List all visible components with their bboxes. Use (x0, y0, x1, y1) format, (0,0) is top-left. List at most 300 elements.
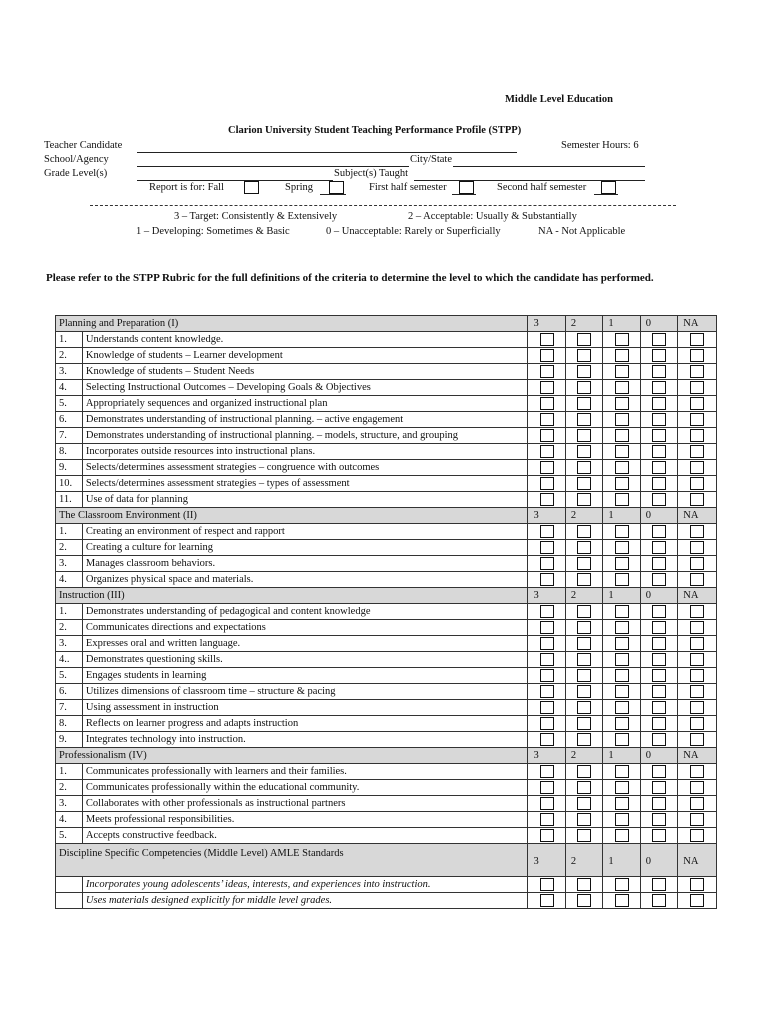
score-cell (528, 556, 565, 572)
score-cell (565, 828, 602, 844)
score-cell (678, 636, 717, 652)
score-checkbox-na[interactable] (690, 541, 704, 554)
score-cell (640, 348, 677, 364)
score-checkbox-0[interactable] (652, 685, 666, 698)
fall-checkbox[interactable] (244, 181, 259, 194)
score-checkbox-1[interactable] (615, 797, 629, 810)
city-state-label: City/State (410, 154, 452, 165)
score-header-2: 2 (565, 316, 602, 332)
score-checkbox-3[interactable] (540, 573, 554, 586)
score-cell (603, 364, 640, 380)
score-checkbox-0[interactable] (652, 557, 666, 570)
score-cell (678, 620, 717, 636)
score-cell (678, 668, 717, 684)
score-cell (640, 684, 677, 700)
score-cell (565, 572, 602, 588)
score-checkbox-3[interactable] (540, 813, 554, 826)
score-checkbox-3[interactable] (540, 429, 554, 442)
criterion-row (56, 732, 717, 748)
score-cell (528, 348, 565, 364)
criterion-text: Communicates professionally with learners and their families. (82, 764, 528, 780)
score-header-1: 1 (603, 508, 640, 524)
criterion-number: 7. (56, 700, 83, 716)
score-cell (640, 668, 677, 684)
criterion-text: Demonstrates understanding of instructional planning. – active engagement (82, 412, 528, 428)
criterion-number: 8. (56, 444, 83, 460)
score-cell (678, 380, 717, 396)
score-checkbox-3[interactable] (540, 541, 554, 554)
score-header-na: NA (678, 588, 717, 604)
criterion-text: Appropriately sequences and organized instructional plan (82, 396, 528, 412)
score-checkbox-0[interactable] (652, 429, 666, 442)
score-header-na: NA (678, 748, 717, 764)
score-checkbox-na[interactable] (690, 557, 704, 570)
spring-label: Spring (285, 182, 314, 193)
score-cell (603, 540, 640, 556)
score-cell (603, 396, 640, 412)
score-checkbox-3[interactable] (540, 829, 554, 842)
score-checkbox-na[interactable] (690, 733, 704, 746)
score-cell (640, 652, 677, 668)
score-cell (678, 764, 717, 780)
score-cell (565, 684, 602, 700)
score-cell (565, 796, 602, 812)
score-cell (678, 732, 717, 748)
score-checkbox-1[interactable] (615, 445, 629, 458)
score-checkbox-na[interactable] (690, 461, 704, 474)
score-checkbox-2[interactable] (577, 781, 591, 794)
score-checkbox-3[interactable] (540, 493, 554, 506)
score-checkbox-na[interactable] (690, 685, 704, 698)
score-cell (640, 364, 677, 380)
score-checkbox-2[interactable] (577, 429, 591, 442)
score-checkbox-na[interactable] (690, 333, 704, 346)
criterion-row (56, 700, 717, 716)
score-checkbox-0[interactable] (652, 381, 666, 394)
score-checkbox-2[interactable] (577, 541, 591, 554)
score-cell (565, 348, 602, 364)
criterion-row (56, 780, 717, 796)
criterion-row (56, 620, 717, 636)
score-cell (603, 412, 640, 428)
score-checkbox-na[interactable] (690, 397, 704, 410)
score-cell (565, 444, 602, 460)
criterion-text: Utilizes dimensions of classroom time – structure & pacing (82, 684, 528, 700)
score-cell (528, 332, 565, 348)
score-cell (640, 396, 677, 412)
score-header-1: 1 (603, 588, 640, 604)
score-checkbox-1[interactable] (615, 461, 629, 474)
score-checkbox-na[interactable] (690, 878, 704, 891)
score-checkbox-2[interactable] (577, 525, 591, 538)
score-cell (640, 524, 677, 540)
score-checkbox-1[interactable] (615, 365, 629, 378)
score-checkbox-2[interactable] (577, 894, 591, 907)
score-checkbox-na[interactable] (690, 429, 704, 442)
criterion-text: Organizes physical space and materials. (82, 572, 528, 588)
school-agency-field[interactable] (137, 166, 409, 167)
score-header-0: 0 (640, 508, 677, 524)
section-header-row (56, 316, 717, 332)
score-checkbox-3[interactable] (540, 717, 554, 730)
score-cell (565, 668, 602, 684)
scale-acceptable: 2 – Acceptable: Usually & Substantially (408, 211, 577, 222)
score-checkbox-na[interactable] (690, 573, 704, 586)
score-checkbox-2[interactable] (577, 445, 591, 458)
score-cell (603, 732, 640, 748)
score-checkbox-na[interactable] (690, 669, 704, 682)
score-header-0: 0 (640, 844, 677, 877)
first-half-checkbox[interactable] (459, 181, 474, 194)
scale-na: NA - Not Applicable (538, 226, 626, 237)
score-checkbox-2[interactable] (577, 701, 591, 714)
score-checkbox-na[interactable] (690, 493, 704, 506)
criterion-number: 5. (56, 396, 83, 412)
report-fall-label: Report is for: Fall (149, 182, 224, 193)
second-half-checkbox[interactable] (601, 181, 616, 194)
criterion-text: Creating an environment of respect and rapport (82, 524, 528, 540)
score-checkbox-1[interactable] (615, 381, 629, 394)
score-cell (528, 877, 565, 893)
score-checkbox-3[interactable] (540, 701, 554, 714)
score-checkbox-1[interactable] (615, 637, 629, 650)
score-checkbox-2[interactable] (577, 461, 591, 474)
score-checkbox-na[interactable] (690, 829, 704, 842)
scale-developing: 1 – Developing: Sometimes & Basic (136, 226, 290, 237)
spring-checkbox[interactable] (329, 181, 344, 194)
score-cell (528, 893, 565, 909)
score-cell (603, 556, 640, 572)
score-cell (640, 428, 677, 444)
score-checkbox-3[interactable] (540, 557, 554, 570)
score-checkbox-0[interactable] (652, 605, 666, 618)
score-checkbox-1[interactable] (615, 349, 629, 362)
score-cell (565, 332, 602, 348)
criterion-number: 11. (56, 492, 83, 508)
score-checkbox-3[interactable] (540, 621, 554, 634)
criterion-text: Using assessment in instruction (82, 700, 528, 716)
score-checkbox-2[interactable] (577, 349, 591, 362)
score-cell (528, 700, 565, 716)
score-checkbox-3[interactable] (540, 445, 554, 458)
criterion-text: Demonstrates understanding of instructional planning. – models, structure, and grouping (82, 428, 528, 444)
score-checkbox-1[interactable] (615, 813, 629, 826)
score-checkbox-1[interactable] (615, 733, 629, 746)
criterion-text: Incorporates young adolescents’ ideas, interests, and experiences into instruction. (82, 877, 528, 893)
criterion-text: Knowledge of students – Learner development (82, 348, 528, 364)
score-checkbox-0[interactable] (652, 717, 666, 730)
score-checkbox-0[interactable] (652, 878, 666, 891)
score-checkbox-2[interactable] (577, 333, 591, 346)
score-cell (603, 348, 640, 364)
score-checkbox-1[interactable] (615, 413, 629, 426)
score-checkbox-3[interactable] (540, 685, 554, 698)
teacher-candidate-field[interactable] (137, 152, 517, 153)
criterion-text: Understands content knowledge. (82, 332, 528, 348)
score-checkbox-na[interactable] (690, 445, 704, 458)
score-checkbox-1[interactable] (615, 557, 629, 570)
score-cell (678, 396, 717, 412)
score-checkbox-0[interactable] (652, 333, 666, 346)
score-checkbox-2[interactable] (577, 621, 591, 634)
score-checkbox-0[interactable] (652, 781, 666, 794)
score-cell (528, 828, 565, 844)
score-cell (565, 764, 602, 780)
score-checkbox-2[interactable] (577, 829, 591, 842)
score-cell (640, 796, 677, 812)
score-checkbox-2[interactable] (577, 605, 591, 618)
score-cell (678, 828, 717, 844)
score-checkbox-3[interactable] (540, 477, 554, 490)
score-checkbox-na[interactable] (690, 701, 704, 714)
score-checkbox-1[interactable] (615, 397, 629, 410)
score-checkbox-3[interactable] (540, 381, 554, 394)
score-cell (565, 604, 602, 620)
score-cell (678, 476, 717, 492)
score-cell (603, 828, 640, 844)
criterion-row (56, 428, 717, 444)
score-checkbox-2[interactable] (577, 365, 591, 378)
criterion-number: 7. (56, 428, 83, 444)
score-checkbox-3[interactable] (540, 637, 554, 650)
score-checkbox-1[interactable] (615, 765, 629, 778)
score-checkbox-0[interactable] (652, 413, 666, 426)
score-checkbox-0[interactable] (652, 445, 666, 458)
score-checkbox-na[interactable] (690, 781, 704, 794)
score-checkbox-3[interactable] (540, 765, 554, 778)
score-checkbox-0[interactable] (652, 765, 666, 778)
score-checkbox-0[interactable] (652, 493, 666, 506)
score-cell (603, 700, 640, 716)
section-title: The Classroom Environment (II) (56, 508, 528, 524)
score-checkbox-na[interactable] (690, 813, 704, 826)
criterion-number: 1. (56, 604, 83, 620)
score-checkbox-2[interactable] (577, 637, 591, 650)
score-checkbox-1[interactable] (615, 894, 629, 907)
score-cell (603, 636, 640, 652)
city-state-field[interactable] (453, 166, 645, 167)
score-checkbox-3[interactable] (540, 365, 554, 378)
score-checkbox-3[interactable] (540, 894, 554, 907)
score-checkbox-1[interactable] (615, 781, 629, 794)
score-cell (603, 812, 640, 828)
criterion-row (56, 828, 717, 844)
score-checkbox-3[interactable] (540, 781, 554, 794)
score-checkbox-na[interactable] (690, 349, 704, 362)
score-checkbox-2[interactable] (577, 557, 591, 570)
score-checkbox-3[interactable] (540, 333, 554, 346)
criterion-text: Selecting Instructional Outcomes – Developing Goals & Objectives (82, 380, 528, 396)
score-checkbox-1[interactable] (615, 653, 629, 666)
score-checkbox-0[interactable] (652, 813, 666, 826)
score-checkbox-3[interactable] (540, 797, 554, 810)
score-header-2: 2 (565, 844, 602, 877)
score-checkbox-1[interactable] (615, 717, 629, 730)
score-checkbox-1[interactable] (615, 477, 629, 490)
score-checkbox-0[interactable] (652, 461, 666, 474)
score-checkbox-na[interactable] (690, 797, 704, 810)
score-checkbox-2[interactable] (577, 813, 591, 826)
score-cell (678, 796, 717, 812)
score-cell (640, 412, 677, 428)
score-checkbox-3[interactable] (540, 525, 554, 538)
score-checkbox-1[interactable] (615, 621, 629, 634)
score-checkbox-1[interactable] (615, 669, 629, 682)
criterion-row (56, 380, 717, 396)
score-checkbox-na[interactable] (690, 525, 704, 538)
score-checkbox-na[interactable] (690, 477, 704, 490)
score-checkbox-2[interactable] (577, 397, 591, 410)
criterion-row (56, 444, 717, 460)
score-checkbox-2[interactable] (577, 493, 591, 506)
score-checkbox-1[interactable] (615, 541, 629, 554)
score-cell (678, 332, 717, 348)
criterion-number: 10. (56, 476, 83, 492)
score-checkbox-0[interactable] (652, 894, 666, 907)
score-checkbox-0[interactable] (652, 701, 666, 714)
score-cell (603, 524, 640, 540)
criterion-row (56, 460, 717, 476)
criterion-row (56, 877, 717, 893)
score-checkbox-2[interactable] (577, 653, 591, 666)
score-checkbox-2[interactable] (577, 413, 591, 426)
score-checkbox-0[interactable] (652, 349, 666, 362)
score-checkbox-2[interactable] (577, 381, 591, 394)
score-checkbox-3[interactable] (540, 733, 554, 746)
criterion-number: 2. (56, 348, 83, 364)
score-header-na: NA (678, 508, 717, 524)
score-checkbox-1[interactable] (615, 878, 629, 891)
score-checkbox-2[interactable] (577, 733, 591, 746)
score-checkbox-0[interactable] (652, 541, 666, 554)
score-header-0: 0 (640, 316, 677, 332)
score-cell (565, 540, 602, 556)
score-checkbox-1[interactable] (615, 573, 629, 586)
score-checkbox-na[interactable] (690, 365, 704, 378)
score-header-3: 3 (528, 316, 565, 332)
score-checkbox-0[interactable] (652, 573, 666, 586)
score-checkbox-0[interactable] (652, 621, 666, 634)
score-checkbox-2[interactable] (577, 717, 591, 730)
criterion-text: Uses materials designed explicitly for middle level grades. (82, 893, 528, 909)
grade-level-field[interactable] (137, 180, 333, 181)
score-checkbox-3[interactable] (540, 397, 554, 410)
program-title: Middle Level Education (505, 94, 613, 105)
criterion-number: 2. (56, 620, 83, 636)
score-checkbox-na[interactable] (690, 653, 704, 666)
first-half-label: First half semester (369, 182, 447, 193)
score-checkbox-1[interactable] (615, 605, 629, 618)
score-checkbox-1[interactable] (615, 701, 629, 714)
score-header-0: 0 (640, 748, 677, 764)
criterion-row (56, 604, 717, 620)
score-cell (678, 428, 717, 444)
score-checkbox-0[interactable] (652, 653, 666, 666)
teacher-candidate-label: Teacher Candidate (44, 140, 123, 151)
score-checkbox-0[interactable] (652, 525, 666, 538)
score-checkbox-0[interactable] (652, 829, 666, 842)
score-checkbox-3[interactable] (540, 349, 554, 362)
score-checkbox-na[interactable] (690, 637, 704, 650)
score-cell (678, 684, 717, 700)
criterion-number: 9. (56, 460, 83, 476)
score-checkbox-3[interactable] (540, 669, 554, 682)
section-header-row (56, 508, 717, 524)
score-checkbox-1[interactable] (615, 333, 629, 346)
grade-level-label: Grade Level(s) (44, 168, 108, 179)
score-checkbox-1[interactable] (615, 685, 629, 698)
score-checkbox-2[interactable] (577, 669, 591, 682)
score-checkbox-1[interactable] (615, 429, 629, 442)
score-cell (528, 716, 565, 732)
score-header-1: 1 (603, 316, 640, 332)
score-checkbox-na[interactable] (690, 381, 704, 394)
score-checkbox-3[interactable] (540, 461, 554, 474)
score-checkbox-0[interactable] (652, 669, 666, 682)
score-checkbox-0[interactable] (652, 797, 666, 810)
score-cell (603, 332, 640, 348)
score-checkbox-2[interactable] (577, 685, 591, 698)
score-checkbox-2[interactable] (577, 573, 591, 586)
score-checkbox-3[interactable] (540, 878, 554, 891)
criterion-number: 1. (56, 332, 83, 348)
score-cell (565, 556, 602, 572)
score-checkbox-2[interactable] (577, 878, 591, 891)
score-checkbox-2[interactable] (577, 765, 591, 778)
criterion-number: 4.. (56, 652, 83, 668)
score-checkbox-na[interactable] (690, 765, 704, 778)
score-checkbox-0[interactable] (652, 477, 666, 490)
score-cell (603, 796, 640, 812)
criterion-text: Communicates directions and expectations (82, 620, 528, 636)
score-checkbox-na[interactable] (690, 717, 704, 730)
score-cell (640, 556, 677, 572)
score-checkbox-na[interactable] (690, 894, 704, 907)
score-cell (603, 380, 640, 396)
criterion-text: Demonstrates questioning skills. (82, 652, 528, 668)
score-cell (528, 604, 565, 620)
criterion-row (56, 652, 717, 668)
score-checkbox-3[interactable] (540, 653, 554, 666)
score-checkbox-0[interactable] (652, 365, 666, 378)
criterion-text: Selects/determines assessment strategies – types of assessment (82, 476, 528, 492)
score-checkbox-2[interactable] (577, 477, 591, 490)
criterion-row (56, 556, 717, 572)
score-checkbox-0[interactable] (652, 397, 666, 410)
score-checkbox-1[interactable] (615, 829, 629, 842)
score-checkbox-na[interactable] (690, 621, 704, 634)
score-checkbox-na[interactable] (690, 413, 704, 426)
criterion-number: 6. (56, 412, 83, 428)
score-cell (565, 364, 602, 380)
score-checkbox-1[interactable] (615, 525, 629, 538)
criterion-text: Engages students in learning (82, 668, 528, 684)
score-checkbox-0[interactable] (652, 637, 666, 650)
stpp-table (55, 315, 717, 909)
score-cell (640, 444, 677, 460)
score-cell (603, 764, 640, 780)
score-checkbox-0[interactable] (652, 733, 666, 746)
score-cell (640, 716, 677, 732)
score-checkbox-3[interactable] (540, 605, 554, 618)
score-checkbox-na[interactable] (690, 605, 704, 618)
score-checkbox-2[interactable] (577, 797, 591, 810)
score-cell (603, 893, 640, 909)
criterion-text: Manages classroom behaviors. (82, 556, 528, 572)
score-checkbox-3[interactable] (540, 413, 554, 426)
score-checkbox-1[interactable] (615, 493, 629, 506)
score-cell (528, 780, 565, 796)
